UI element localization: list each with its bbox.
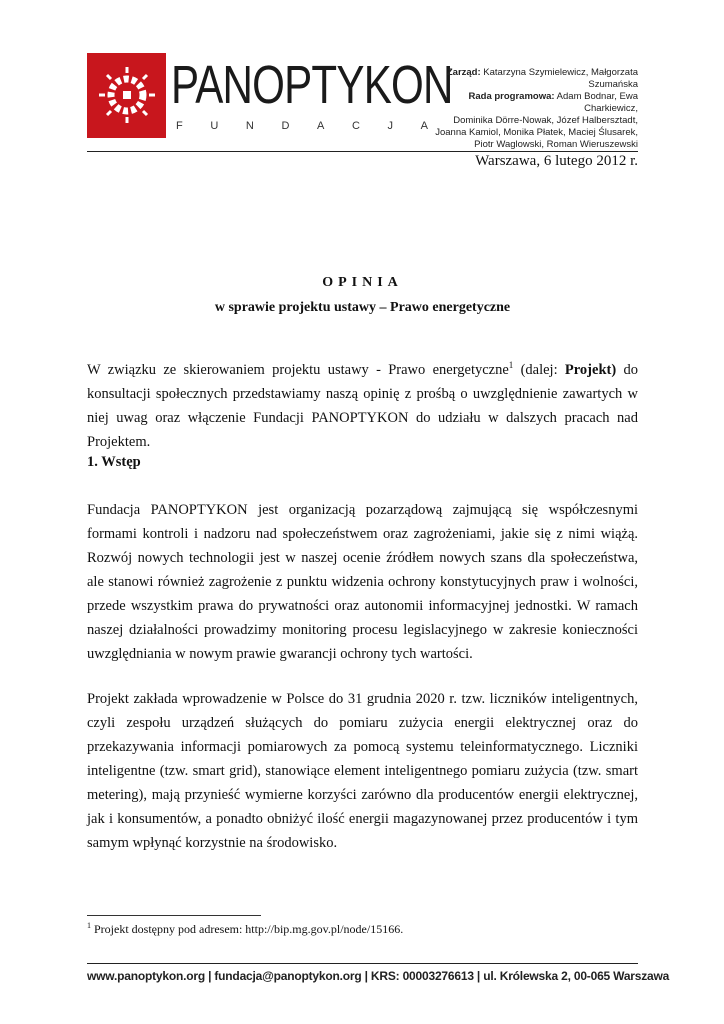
footnote xyxy=(87,921,403,937)
council-line xyxy=(432,91,638,115)
footnote-divider xyxy=(87,915,261,916)
intro-text: W związku ze skierowaniem projektu ustawy - Prawo energetyczne xyxy=(87,362,509,378)
brand-subtitle-letter: A xyxy=(420,120,428,132)
brand-subtitle-letter: F xyxy=(176,120,183,132)
council-members-line: Joanna Kamiol, Monika Płatek, Maciej Ślusarek, xyxy=(435,127,638,138)
footer-contact: www.panoptykon.org | fundacja@panoptykon.org | KRS: 00003276613 | ul. Królewska 2, 00-065 Warszawa xyxy=(87,969,670,983)
footer-divider xyxy=(87,963,638,964)
brand-subtitle-letter: D xyxy=(281,120,290,132)
brand-subtitle-letter: N xyxy=(245,120,254,132)
brand-subtitle-letter: J xyxy=(387,120,394,132)
board-listing xyxy=(432,67,638,151)
board-line xyxy=(432,67,638,91)
council-members-line: Dominika Dörre-Nowak, Józef Halbersztadt, xyxy=(453,115,638,126)
council-label: Rada programowa: xyxy=(468,91,555,102)
brand-subtitle-letter: A xyxy=(317,120,325,132)
brand-subtitle-letter: U xyxy=(210,120,219,132)
document-subtitle: w sprawie projektu ustawy – Prawo energetyczne xyxy=(214,300,511,315)
intro-bold-term: Projekt) xyxy=(564,362,617,378)
panoptykon-logo-mark xyxy=(87,53,166,138)
brand-name: PANOPTYKON xyxy=(171,55,453,115)
body-paragraph-1: Fundacja PANOPTYKON jest organizacją pozarządową zajmującą się współczesnymi formami kontroli i nadzoru nad społeczeństwem oraz zagrożeniami, jakie się z nimi wiążą. Rozwój nowych technologii jest w naszej ocenie źródłem nowych szans dla społeczeństwa, ale stanowi również zagrożenie z punktu widzenia ochrony konstytucyjnych praw i wolności, przede wszystkim prawa do prywatności oraz autonomii informacyjnej jednostki. W ramach naszej działalności prowadzimy monitoring procesu legislacyjnego w zakresie konieczności uwzględniania w nowym prawie gwarancji ochrony tych wartości. xyxy=(87,502,638,662)
document-title: OPINIA xyxy=(322,275,403,290)
intro-text: do konsultacji społecznych przedstawiamy naszą opinię z prośbą o uwzględnienie zawartych w niej uwag oraz włączenie Fundacji PANOPTYKON do udziału w dalszych pracach nad Projektem. xyxy=(87,362,638,450)
board-label: Zarząd: xyxy=(446,67,481,78)
intro-text: (dalej: xyxy=(513,362,565,378)
header-divider xyxy=(87,151,638,152)
footnote-number: 1 xyxy=(87,921,91,930)
section-heading: 1. Wstęp xyxy=(87,454,141,470)
date-line: Warszawa, 6 lutego 2012 r. xyxy=(475,153,638,169)
body-paragraph-2: Projekt zakłada wprowadzenie w Polsce do 31 grudnia 2020 r. tzw. liczników inteligentnych, czyli zespołu urządzeń służących do pomiaru zużycia energii elektrycznej oraz do przekazywania informacji pomiarowych za pomocą systemu teleinformatycznego. Liczniki inteligentne (tzw. smart grid), stanowiące element inteligentnego pomiaru zużycia (tzw. smart metering), mają przynieść wymierne korzyści zarówno dla producentów energii elektrycznej, jak i konsumentów, a ponadto obniżyć ilość energii magazynowanej przez producentów i tym samym wpłynąć korzystnie na środowisko. xyxy=(87,691,638,851)
watchtower-eye-icon xyxy=(87,53,166,138)
brand-subtitle xyxy=(176,120,428,132)
footnote-text: Projekt dostępny pod adresem: http://bip.mg.gov.pl/node/15166. xyxy=(91,922,404,936)
board-members: Katarzyna Szymielewicz, Małgorzata Szumańska xyxy=(483,67,638,90)
footnote-reference: 1 xyxy=(508,360,514,371)
council-members-line: Piotr Waglowski, Roman Wieruszewski xyxy=(474,139,638,150)
brand-subtitle-letter: C xyxy=(351,120,360,132)
council-members: Adam Bodnar, Ewa Charkiewicz, xyxy=(556,91,638,114)
intro-paragraph xyxy=(87,358,638,454)
